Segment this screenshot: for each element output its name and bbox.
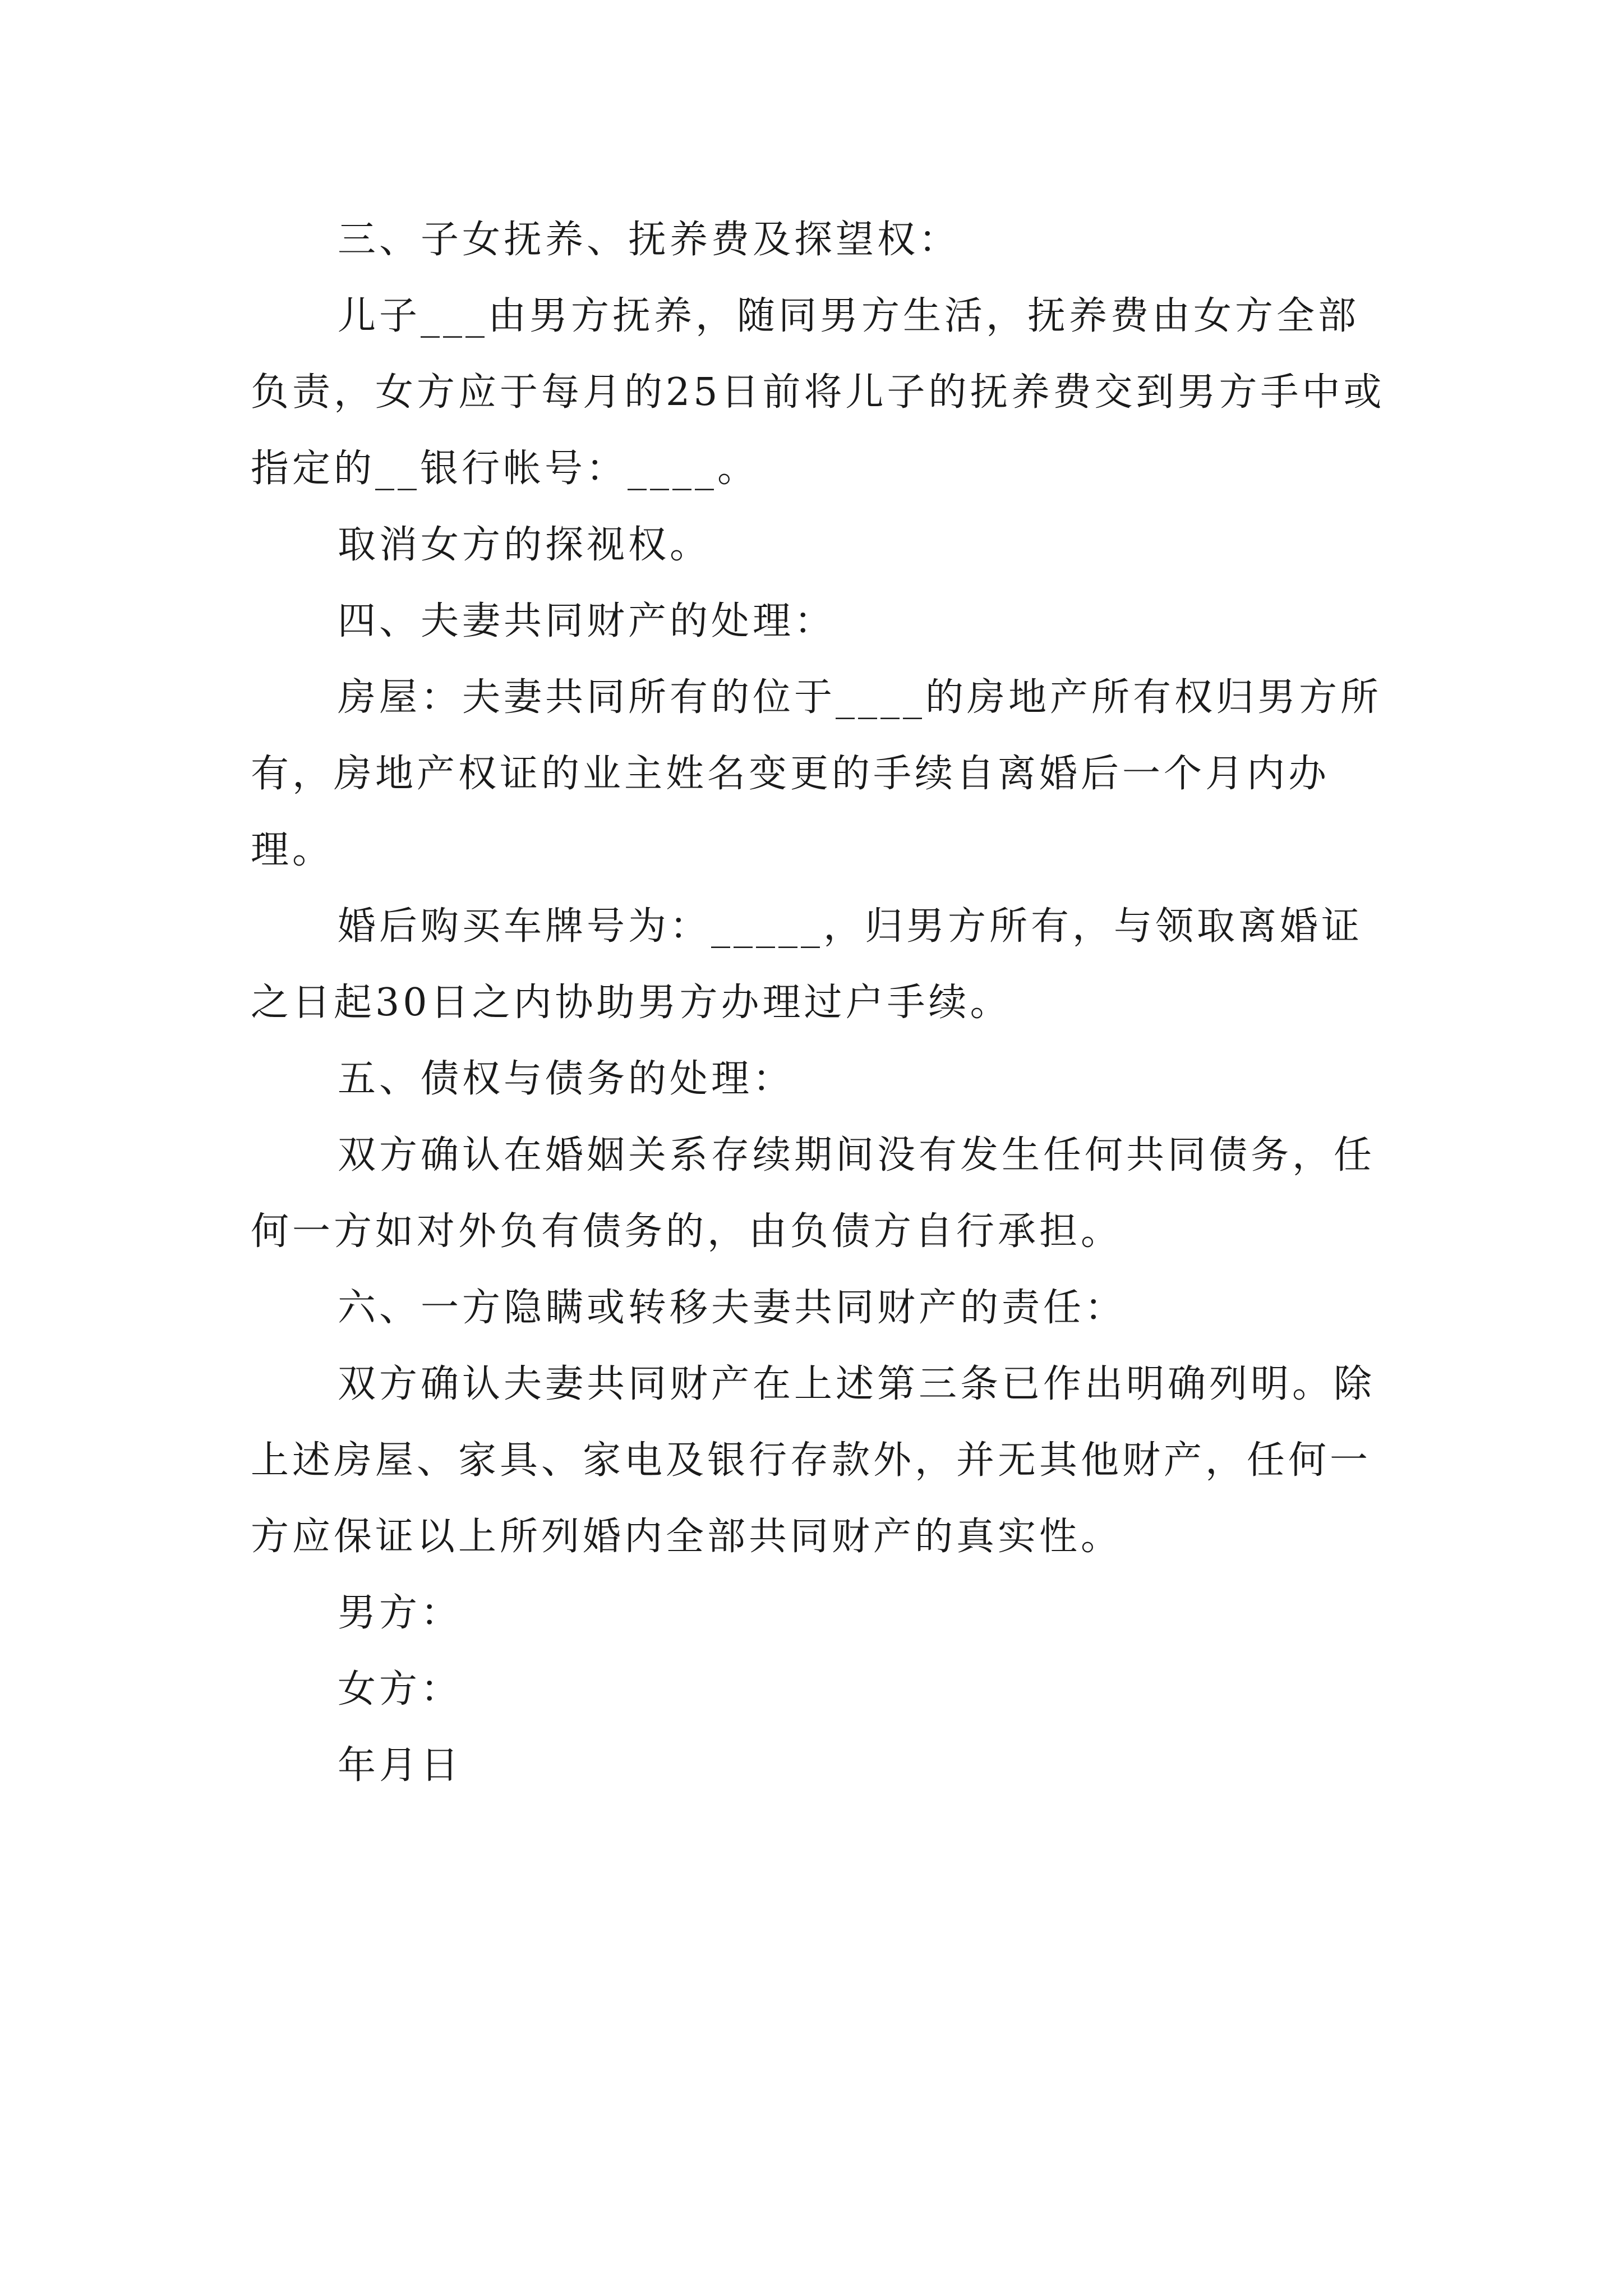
date-line: 年月日 [338, 1743, 463, 1788]
section-heading-child-custody: 三、子女抚养、抚养费及探望权： [338, 218, 961, 262]
signature-line-wife: 女方： [338, 1667, 463, 1711]
paragraph-house: 房屋：夫妻共同所有的位于____的房地产所有权归男方所有，房地产权证的业主姓名变更的手续自离婚后一个月内办理。 [251, 675, 1382, 872]
section-heading-debts: 五、债权与债务的处理： [338, 1057, 795, 1101]
document-body [251, 202, 1389, 1804]
signature-line-husband: 男方： [338, 1591, 463, 1635]
section-heading-joint-property: 四、夫妻共同财产的处理： [338, 599, 836, 643]
paragraph-child-support: 儿子___由男方抚养，随同男方生活，抚养费由女方全部负责，女方应于每月的25日前将儿子的抚养费交到男方手中或指定的__银行帐号：____。 [251, 294, 1385, 491]
paragraph-debts: 双方确认在婚姻关系存续期间没有发生任何共同债务，任何一方如对外负有债务的，由负债方自行承担。 [251, 1133, 1376, 1254]
paragraph-vehicle: 婚后购买车牌号为：_____，归男方所有，与领取离婚证之日起30日之内协助男方办理过户手续。 [251, 904, 1363, 1025]
paragraph-visitation: 取消女方的探视权。 [338, 523, 712, 567]
paragraph-concealment: 双方确认夫妻共同财产在上述第三条已作出明确列明。除上述房屋、家具、家电及银行存款外，并无其他财产，任何一方应保证以上所列婚内全部共同财产的真实性。 [251, 1362, 1376, 1559]
section-heading-concealment: 六、一方隐瞒或转移夫妻共同财产的责任： [338, 1286, 1127, 1330]
